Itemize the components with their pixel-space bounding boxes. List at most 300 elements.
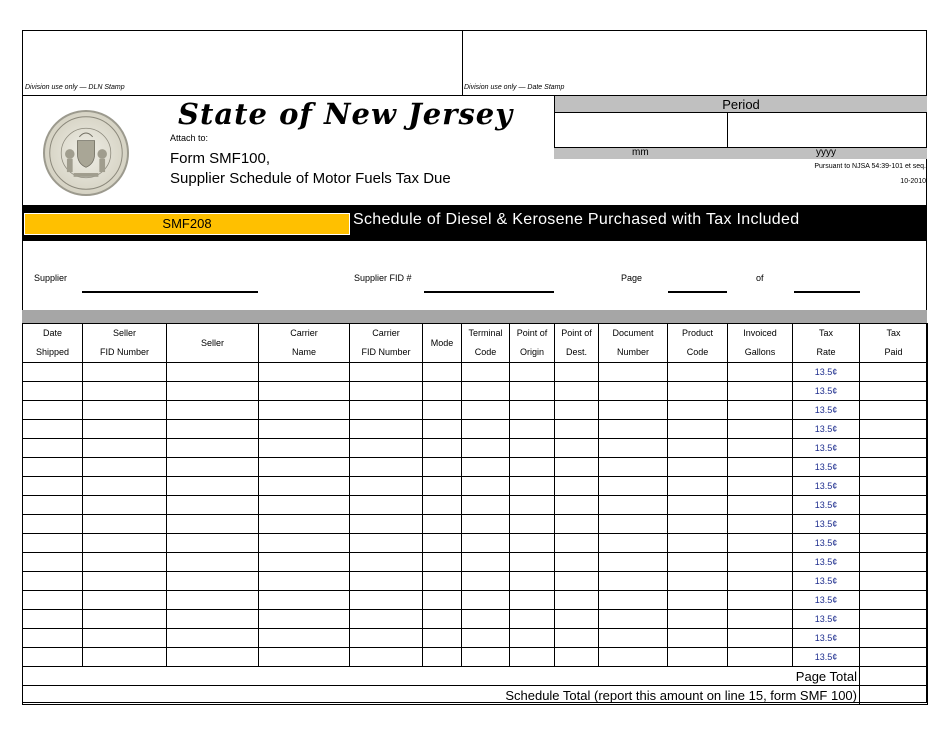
entry-cell[interactable]: [728, 363, 793, 382]
supplier-fid-input[interactable]: [424, 291, 554, 293]
entry-cell[interactable]: [350, 420, 423, 439]
entry-cell[interactable]: [167, 439, 259, 458]
tax-rate-cell: 13.5¢: [793, 496, 860, 515]
form-line-1: Form SMF100,: [170, 150, 271, 167]
column-header-bottom: Dest.: [565, 347, 587, 357]
entry-cell[interactable]: [423, 515, 462, 534]
column-header-top: Tax: [886, 328, 901, 338]
entry-cell[interactable]: [510, 629, 555, 648]
entry-cell[interactable]: [423, 534, 462, 553]
entry-cell[interactable]: [423, 610, 462, 629]
entry-cell[interactable]: [167, 363, 259, 382]
table-row: [23, 420, 928, 439]
entry-cell[interactable]: [259, 439, 350, 458]
entry-cell[interactable]: [510, 572, 555, 591]
entry-cell[interactable]: [599, 553, 668, 572]
entry-cell[interactable]: [83, 458, 167, 477]
entry-cell[interactable]: [462, 420, 510, 439]
entry-cell[interactable]: [599, 629, 668, 648]
entry-cell[interactable]: [167, 458, 259, 477]
entry-cell[interactable]: [860, 420, 928, 439]
entry-cell[interactable]: [167, 401, 259, 420]
entry-cell[interactable]: [510, 363, 555, 382]
entry-cell[interactable]: [728, 572, 793, 591]
entry-cell[interactable]: [23, 515, 83, 534]
entry-cell[interactable]: [510, 591, 555, 610]
entry-cell[interactable]: [167, 477, 259, 496]
entry-cell[interactable]: [23, 401, 83, 420]
entry-cell[interactable]: [423, 458, 462, 477]
column-header-top: Carrier: [372, 328, 400, 338]
entry-cell[interactable]: [259, 534, 350, 553]
column-header-top: Tax: [818, 328, 833, 338]
entry-cell[interactable]: [350, 439, 423, 458]
grey-separator: [22, 310, 927, 323]
entry-cell[interactable]: [555, 629, 599, 648]
entry-cell[interactable]: [167, 572, 259, 591]
entry-cell[interactable]: [728, 553, 793, 572]
dln-stamp-label: Division use only — DLN Stamp: [25, 84, 125, 91]
entry-cell[interactable]: [668, 496, 728, 515]
entry-cell[interactable]: [510, 496, 555, 515]
entry-cell[interactable]: [423, 591, 462, 610]
page-total-label: Page Total: [23, 667, 860, 686]
entry-cell[interactable]: [599, 515, 668, 534]
entry-cell[interactable]: [350, 553, 423, 572]
entry-cell[interactable]: [668, 515, 728, 534]
of-input[interactable]: [794, 291, 860, 293]
entry-cell[interactable]: [462, 515, 510, 534]
entry-cell[interactable]: [860, 382, 928, 401]
entry-cell[interactable]: [23, 534, 83, 553]
entry-cell[interactable]: [728, 515, 793, 534]
entry-cell[interactable]: [423, 553, 462, 572]
entry-cell[interactable]: [23, 629, 83, 648]
entry-cell[interactable]: [259, 496, 350, 515]
entry-cell[interactable]: [23, 420, 83, 439]
entry-cell[interactable]: [555, 458, 599, 477]
entry-cell[interactable]: [728, 591, 793, 610]
supplier-label: Supplier: [34, 273, 68, 283]
page-label: Page: [621, 273, 643, 283]
entry-cell[interactable]: [423, 477, 462, 496]
yyyy-label: yyyy: [816, 147, 836, 158]
entry-cell[interactable]: [555, 439, 599, 458]
entry-cell[interactable]: [167, 420, 259, 439]
column-header-bottom: Paid: [884, 347, 903, 357]
entry-cell[interactable]: [599, 439, 668, 458]
entry-cell[interactable]: [350, 363, 423, 382]
column-header-bottom: FID Number: [361, 347, 411, 357]
entry-cell[interactable]: [510, 401, 555, 420]
mm-label: mm: [632, 147, 649, 158]
entry-cell[interactable]: [599, 648, 668, 667]
entry-cell[interactable]: [83, 420, 167, 439]
table-row: [23, 363, 928, 382]
entry-cell[interactable]: [555, 648, 599, 667]
entry-cell[interactable]: [462, 382, 510, 401]
stamp-divider: [462, 30, 463, 96]
column-header-bottom: FID Number: [99, 347, 149, 357]
entry-cell[interactable]: [83, 477, 167, 496]
entry-cell[interactable]: [860, 629, 928, 648]
entry-cell[interactable]: [668, 382, 728, 401]
entry-cell[interactable]: [83, 648, 167, 667]
tax-rate-cell: 13.5¢: [793, 648, 860, 667]
column-header: [860, 324, 928, 363]
entry-cell[interactable]: [555, 420, 599, 439]
entry-cell[interactable]: [23, 496, 83, 515]
schedule-total-input[interactable]: [860, 686, 928, 705]
column-header-bottom: Shipped: [35, 347, 70, 357]
column-header: [83, 324, 167, 363]
tax-rate-cell: 13.5¢: [793, 420, 860, 439]
column-header: [23, 324, 83, 363]
table-row: [23, 515, 928, 534]
tax-rate-cell: 13.5¢: [793, 572, 860, 591]
entry-cell[interactable]: [259, 458, 350, 477]
entry-cell[interactable]: [423, 401, 462, 420]
entry-cell[interactable]: [462, 477, 510, 496]
entry-cell[interactable]: [599, 610, 668, 629]
entry-cell[interactable]: [555, 553, 599, 572]
entry-cell[interactable]: [728, 439, 793, 458]
entry-cell[interactable]: [167, 610, 259, 629]
entry-cell[interactable]: [83, 572, 167, 591]
column-header-top: Carrier: [290, 328, 318, 338]
entry-cell[interactable]: [23, 382, 83, 401]
schedule-title: Schedule of Diesel & Kerosene Purchased with Tax Included: [353, 211, 800, 228]
entry-cell[interactable]: [423, 382, 462, 401]
state-title: State of New Jersey: [178, 97, 514, 131]
entry-cell[interactable]: [860, 401, 928, 420]
column-header: [259, 324, 350, 363]
entry-cell[interactable]: [462, 401, 510, 420]
entry-cell[interactable]: [668, 420, 728, 439]
entry-cell[interactable]: [83, 496, 167, 515]
column-header-top: Invoiced: [743, 328, 777, 338]
entry-cell[interactable]: [423, 496, 462, 515]
page-input[interactable]: [668, 291, 727, 293]
entry-cell[interactable]: [510, 610, 555, 629]
entry-cell[interactable]: [259, 515, 350, 534]
entry-cell[interactable]: [860, 553, 928, 572]
entry-cell[interactable]: [23, 458, 83, 477]
entry-cell[interactable]: [462, 439, 510, 458]
column-header: [423, 324, 462, 363]
entry-cell[interactable]: [83, 401, 167, 420]
entry-cell[interactable]: [462, 363, 510, 382]
entry-cell[interactable]: [350, 534, 423, 553]
entry-cell[interactable]: [860, 648, 928, 667]
column-header-top: Seller: [200, 338, 224, 348]
entry-cell[interactable]: [860, 515, 928, 534]
statute-reference: Pursuant to NJSA 54:39-101 et seq.: [814, 163, 926, 170]
entry-cell[interactable]: [350, 496, 423, 515]
entry-cell[interactable]: [728, 401, 793, 420]
column-header-bottom: Number: [616, 347, 649, 357]
entry-cell[interactable]: [167, 648, 259, 667]
period-boxes: [554, 113, 927, 148]
entry-cell[interactable]: [668, 534, 728, 553]
supplier-input[interactable]: [82, 291, 258, 293]
table-row: [23, 610, 928, 629]
entry-cell[interactable]: [259, 382, 350, 401]
entry-cell[interactable]: [668, 648, 728, 667]
entry-cell[interactable]: [83, 591, 167, 610]
date-stamp-label: Division use only — Date Stamp: [464, 84, 565, 91]
entry-cell[interactable]: [599, 477, 668, 496]
entry-cell[interactable]: [462, 648, 510, 667]
entry-cell[interactable]: [728, 420, 793, 439]
entry-cell[interactable]: [259, 629, 350, 648]
entry-cell[interactable]: [462, 458, 510, 477]
entry-cell[interactable]: [599, 420, 668, 439]
of-label: of: [756, 273, 764, 283]
entry-cell[interactable]: [599, 458, 668, 477]
entry-cell[interactable]: [423, 363, 462, 382]
column-header: [462, 324, 510, 363]
entry-cell[interactable]: [423, 648, 462, 667]
entry-cell[interactable]: [462, 496, 510, 515]
entry-cell[interactable]: [259, 572, 350, 591]
entry-cell[interactable]: [555, 401, 599, 420]
table-row: [23, 477, 928, 496]
entry-cell[interactable]: [83, 610, 167, 629]
entry-cell[interactable]: [167, 515, 259, 534]
entry-cell[interactable]: [83, 382, 167, 401]
entry-cell[interactable]: [350, 591, 423, 610]
entry-cell[interactable]: [728, 534, 793, 553]
entry-cell[interactable]: [860, 477, 928, 496]
entry-cell[interactable]: [728, 610, 793, 629]
column-header-bottom: Origin: [519, 347, 544, 357]
column-header: [599, 324, 668, 363]
table-row: [23, 572, 928, 591]
entry-cell[interactable]: [510, 420, 555, 439]
entry-cell[interactable]: [350, 401, 423, 420]
entry-cell[interactable]: [462, 553, 510, 572]
entry-cell[interactable]: [668, 572, 728, 591]
entry-cell[interactable]: [860, 439, 928, 458]
entry-cell[interactable]: [860, 591, 928, 610]
entry-cell[interactable]: [728, 648, 793, 667]
entry-cell[interactable]: [462, 534, 510, 553]
entry-cell[interactable]: [860, 496, 928, 515]
tax-rate-cell: 13.5¢: [793, 477, 860, 496]
entry-cell[interactable]: [860, 458, 928, 477]
supplier-fid-label: Supplier FID #: [354, 273, 412, 283]
entry-cell[interactable]: [350, 382, 423, 401]
entry-cell[interactable]: [259, 591, 350, 610]
table-row: [23, 401, 928, 420]
entry-cell[interactable]: [423, 439, 462, 458]
column-header: [510, 324, 555, 363]
table-row: [23, 496, 928, 515]
entry-cell[interactable]: [510, 515, 555, 534]
entry-cell[interactable]: [83, 553, 167, 572]
entry-cell[interactable]: [350, 477, 423, 496]
schedule-total-row: [23, 686, 928, 705]
entry-cell[interactable]: [423, 572, 462, 591]
column-header-bottom: Name: [291, 347, 316, 357]
entry-cell[interactable]: [728, 477, 793, 496]
column-header: [728, 324, 793, 363]
entry-cell[interactable]: [510, 534, 555, 553]
entry-cell[interactable]: [555, 382, 599, 401]
entry-cell[interactable]: [350, 458, 423, 477]
tax-rate-cell: 13.5¢: [793, 591, 860, 610]
entry-cell[interactable]: [555, 572, 599, 591]
entry-cell[interactable]: [462, 591, 510, 610]
column-header-bottom: Code: [474, 347, 497, 357]
entry-cell[interactable]: [599, 534, 668, 553]
schedule-table: [22, 323, 928, 705]
entry-cell[interactable]: [510, 458, 555, 477]
entry-cell[interactable]: [350, 648, 423, 667]
table-row: [23, 534, 928, 553]
entry-cell[interactable]: [860, 363, 928, 382]
nj-seal-icon: [43, 110, 129, 196]
entry-cell[interactable]: [599, 591, 668, 610]
entry-cell[interactable]: [599, 572, 668, 591]
entry-cell[interactable]: [259, 553, 350, 572]
column-header: [350, 324, 423, 363]
entry-cell[interactable]: [668, 363, 728, 382]
entry-cell[interactable]: [668, 610, 728, 629]
entry-cell[interactable]: [83, 629, 167, 648]
entry-cell[interactable]: [23, 553, 83, 572]
entry-cell[interactable]: [668, 458, 728, 477]
entry-cell[interactable]: [83, 534, 167, 553]
table-row: [23, 439, 928, 458]
tax-rate-cell: 13.5¢: [793, 534, 860, 553]
entry-cell[interactable]: [462, 610, 510, 629]
tax-rate-cell: 13.5¢: [793, 401, 860, 420]
entry-cell[interactable]: [23, 591, 83, 610]
entry-cell[interactable]: [167, 629, 259, 648]
entry-cell[interactable]: [555, 477, 599, 496]
entry-cell[interactable]: [259, 363, 350, 382]
column-header-top: Document: [612, 328, 654, 338]
column-header-bottom: Rate: [816, 347, 836, 357]
entry-cell[interactable]: [510, 648, 555, 667]
entry-cell[interactable]: [555, 610, 599, 629]
entry-cell[interactable]: [423, 420, 462, 439]
entry-cell[interactable]: [555, 534, 599, 553]
entry-cell[interactable]: [668, 591, 728, 610]
entry-cell[interactable]: [259, 401, 350, 420]
column-header-top: Date: [42, 328, 62, 338]
table-row: [23, 458, 928, 477]
entry-cell[interactable]: [23, 648, 83, 667]
table-row: [23, 382, 928, 401]
entry-cell[interactable]: [23, 363, 83, 382]
entry-cell[interactable]: [259, 648, 350, 667]
entry-cell[interactable]: [23, 439, 83, 458]
entry-cell[interactable]: [555, 515, 599, 534]
entry-cell[interactable]: [510, 477, 555, 496]
tax-rate-cell: 13.5¢: [793, 458, 860, 477]
entry-cell[interactable]: [510, 553, 555, 572]
entry-cell[interactable]: [259, 420, 350, 439]
tax-rate-cell: 13.5¢: [793, 382, 860, 401]
schedule-code: SMF208: [24, 213, 350, 235]
period-labels: [554, 148, 927, 159]
entry-cell[interactable]: [83, 439, 167, 458]
entry-cell[interactable]: [350, 572, 423, 591]
entry-cell[interactable]: [167, 553, 259, 572]
column-header-top: Terminal: [468, 328, 503, 338]
entry-cell[interactable]: [259, 477, 350, 496]
column-header: [793, 324, 860, 363]
column-header-top: Point of: [561, 328, 592, 338]
column-header-top: Point of: [516, 328, 548, 338]
entry-cell[interactable]: [599, 401, 668, 420]
entry-cell[interactable]: [555, 363, 599, 382]
entry-cell[interactable]: [167, 534, 259, 553]
entry-cell[interactable]: [23, 477, 83, 496]
tax-rate-cell: 13.5¢: [793, 363, 860, 382]
entry-cell[interactable]: [668, 553, 728, 572]
entry-cell[interactable]: [668, 477, 728, 496]
entry-cell[interactable]: [510, 382, 555, 401]
table-row: [23, 553, 928, 572]
entry-cell[interactable]: [668, 629, 728, 648]
entry-cell[interactable]: [860, 610, 928, 629]
entry-cell[interactable]: [599, 382, 668, 401]
entry-cell[interactable]: [423, 629, 462, 648]
entry-cell[interactable]: [860, 534, 928, 553]
page-total-row: [23, 667, 928, 686]
entry-cell[interactable]: [83, 515, 167, 534]
entry-cell[interactable]: [350, 629, 423, 648]
entry-cell[interactable]: [555, 496, 599, 515]
entry-cell[interactable]: [728, 458, 793, 477]
column-header-top: Seller: [112, 328, 136, 338]
entry-cell[interactable]: [728, 496, 793, 515]
column-header-top: Product: [681, 328, 714, 338]
entry-cell[interactable]: [728, 629, 793, 648]
entry-cell[interactable]: [167, 496, 259, 515]
entry-cell[interactable]: [83, 363, 167, 382]
entry-cell[interactable]: [555, 591, 599, 610]
entry-cell[interactable]: [167, 591, 259, 610]
entry-cell[interactable]: [728, 382, 793, 401]
entry-cell[interactable]: [860, 572, 928, 591]
entry-cell[interactable]: [259, 610, 350, 629]
entry-cell[interactable]: [462, 629, 510, 648]
entry-cell[interactable]: [510, 439, 555, 458]
entry-cell[interactable]: [167, 382, 259, 401]
entry-cell[interactable]: [668, 439, 728, 458]
column-header: [167, 324, 259, 363]
entry-cell[interactable]: [350, 610, 423, 629]
column-header-bottom: Gallons: [744, 347, 776, 357]
column-header-top: Mode: [430, 338, 454, 348]
entry-cell[interactable]: [668, 401, 728, 420]
revision-date: 10-2010: [900, 178, 926, 185]
entry-cell[interactable]: [462, 572, 510, 591]
entry-cell[interactable]: [23, 572, 83, 591]
entry-cell[interactable]: [350, 515, 423, 534]
page-total-input[interactable]: [860, 667, 928, 686]
tax-rate-cell: 13.5¢: [793, 610, 860, 629]
entry-cell[interactable]: [599, 363, 668, 382]
entry-cell[interactable]: [599, 496, 668, 515]
column-header: [555, 324, 599, 363]
entry-cell[interactable]: [23, 610, 83, 629]
